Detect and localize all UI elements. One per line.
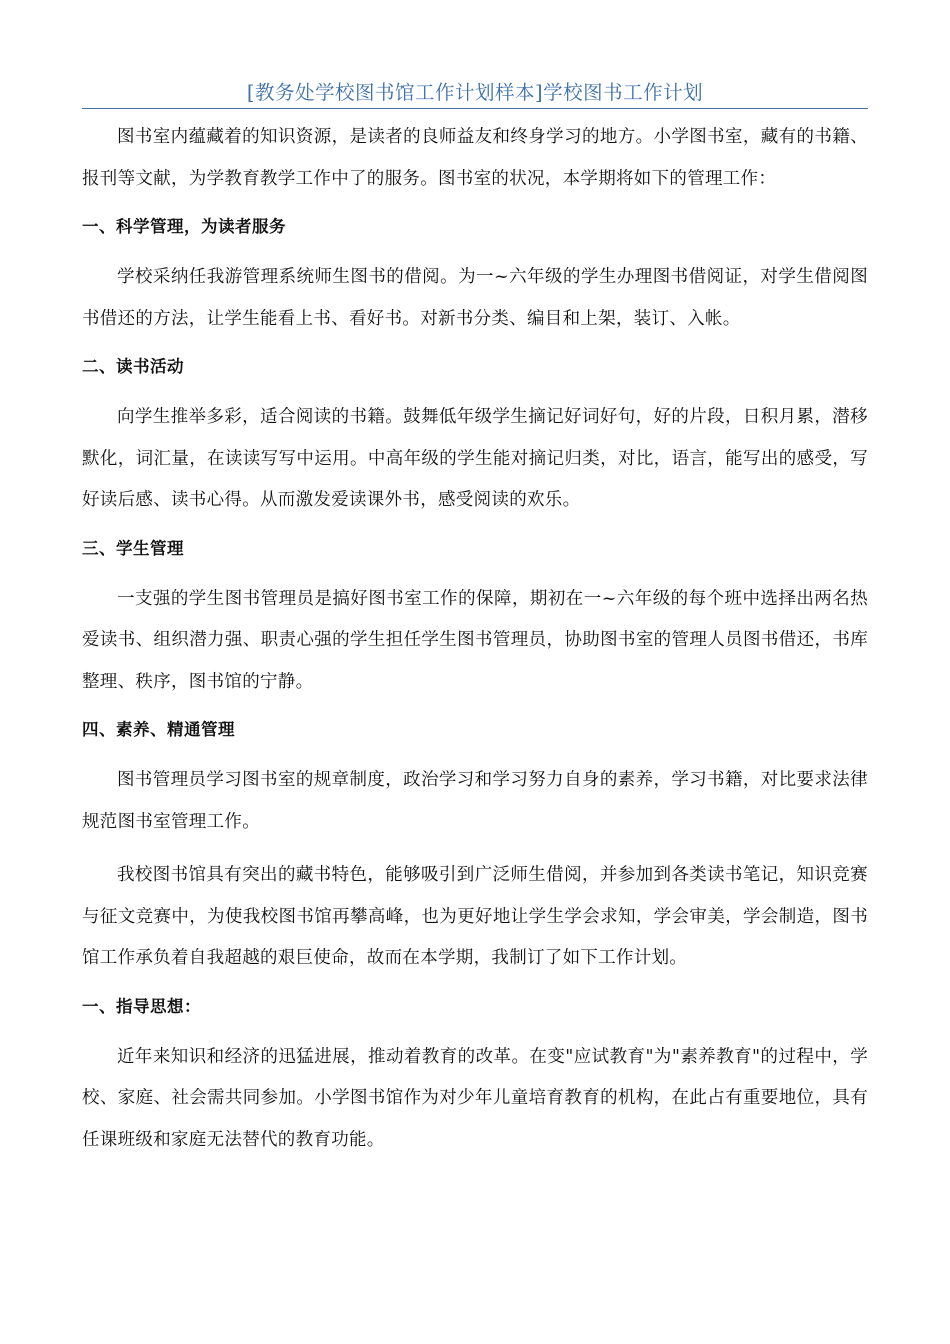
document-body bbox=[82, 117, 868, 1173]
school-library-paragraph: 我校图书馆具有突出的藏书特色，能够吸引到广泛师生借阅，并参加到各类读书笔记，知识竞赛与征文竞赛中，为使我校图书馆再攀高峰，也为更好地让学生学会求知，学会审美，学会制造，图书馆工作承负着自我超越的艰巨使命，故而在本学期，我制订了如下工作计划。 bbox=[82, 865, 868, 968]
document-header bbox=[82, 78, 868, 109]
section-text-literacy: 图书管理员学习图书室的规章制度，政治学习和学习努力自身的素养，学习书籍，对比要求法律规范图书室管理工作。 bbox=[82, 770, 868, 832]
section-text-management: 学校采纳任我游管理系统师生图书的借阅。为一~六年级的学生办理图书借阅证，对学生借阅图书借还的方法，让学生能看上书、看好书。对新书分类、编目和上架，装订、入帐。 bbox=[82, 267, 868, 329]
section-heading-reading: 二、读书活动 bbox=[82, 357, 184, 376]
section-text-students: 一支强的学生图书管理员是搞好图书室工作的保障，期初在一~六年级的每个班中选择出两名热爱读书、组织潜力强、职责心强的学生担任学生图书管理员，协助图书室的管理人员图书借还，书库整理、秩序，图书馆的宁静。 bbox=[82, 588, 868, 692]
section-heading-students: 三、学生管理 bbox=[82, 538, 184, 558]
section-heading-literacy: 四、素养、精通管理 bbox=[82, 720, 235, 739]
section-heading-management: 一、科学管理，为读者服务 bbox=[82, 217, 286, 236]
section-heading-guiding-thought: 一、指导思想： bbox=[82, 996, 201, 1016]
section-text-guiding-thought: 近年来知识和经济的迅猛进展，推动着教育的改革。在变"应试教育"为"素养教育"的过程中，学校、家庭、社会需共同参加。小学图书馆作为对少年儿童培育教育的机构，在此占有重要地位，具有任课班级和家庭无法替代的教育功能。 bbox=[82, 1046, 868, 1150]
section-text-reading: 向学生推举多彩，适合阅读的书籍。鼓舞低年级学生摘记好词好句，好的片段，日积月累，潜移默化，词汇量，在读读写写中运用。中高年级的学生能对摘记归类，对比，语言，能写出的感受，写好读后感、读书心得。从而激发爱读课外书，感受阅读的欢乐。 bbox=[82, 407, 868, 510]
document-title: [教务处学校图书馆工作计划样本]学校图书工作计划 bbox=[246, 81, 704, 104]
intro-paragraph: 图书室内蕴藏着的知识资源，是读者的良师益友和终身学习的地方。小学图书室，藏有的书籍、报刊等文献，为学教育教学工作中了的服务。图书室的状况，本学期将如下的管理工作： bbox=[82, 127, 868, 189]
